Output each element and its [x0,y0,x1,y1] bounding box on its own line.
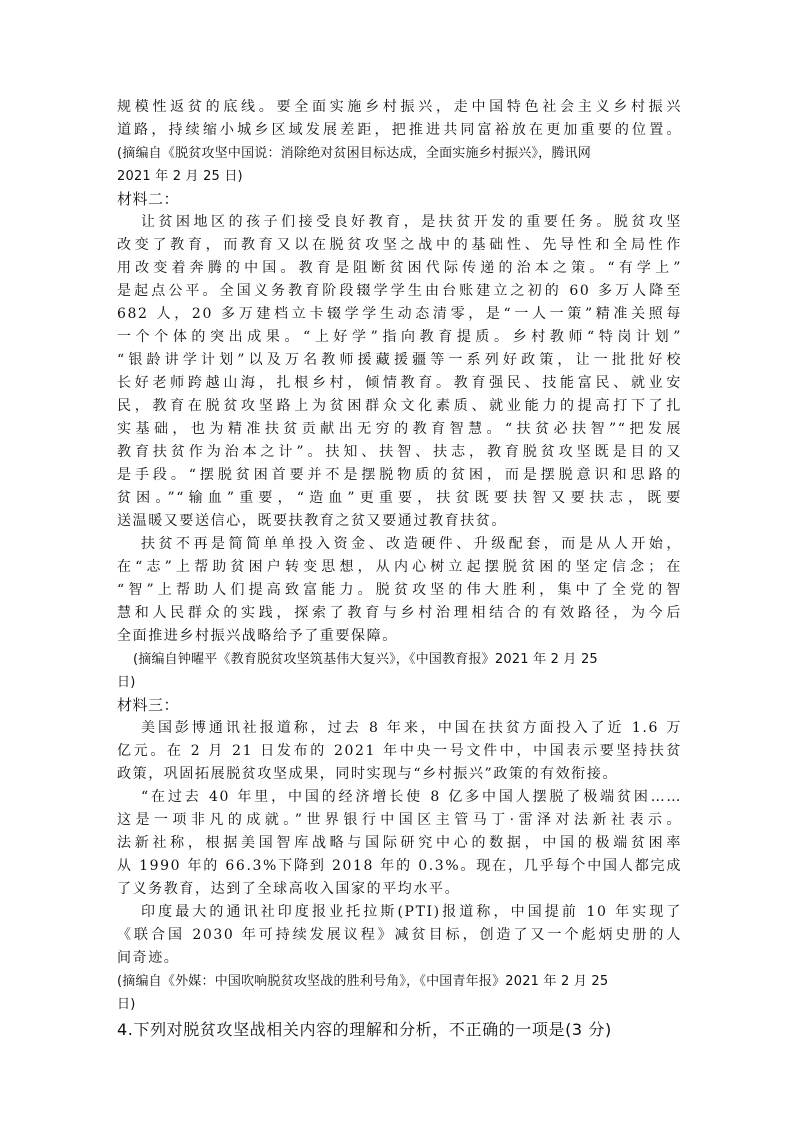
paragraph-line: “银龄讲学计划”以及万名教师援藏援疆等一系列好政策，让一批批好校 [117,352,682,368]
paragraph-line: 这是一项非凡的成就。”世界银行中国区主管马丁·雷泽对法新社表示。 [117,812,682,828]
paragraph-line: 一个个体的突出成果。“上好学”指向教育提质。乡村教师“特岗计划” [117,329,682,345]
paragraph-line: 扶贫不再是简简单单投入资金、改造硬件、升级配套，而是从人开始， [141,536,682,552]
paragraph-line: 教育扶贫作为治本之计”。扶知、扶智、扶志，教育脱贫攻坚既是目的又 [117,444,682,460]
material-3 [117,694,682,1016]
document-page [117,96,682,1042]
paragraph-line: 印度最大的通讯社印度报业托拉斯(PTI)报道称，中国提前 10 年实现了 [141,904,682,920]
paragraph-line: 道路，持续缩小城乡区域发展差距，把推进共同富裕放在更加重要的位置。 [117,122,682,138]
paragraph-line: 改变了教育，而教育又以在脱贫攻坚之战中的基础性、先导性和全局性作 [117,237,682,253]
paragraph-line: 美国彭博通讯社报道称，过去 8 年来，中国在扶贫方面投入了近 1.6 万 [141,720,682,736]
source-citation: (摘编自《脱贫攻坚中国说：消除绝对贫困目标达成，全面实施乡村振兴》，腾讯网 [117,146,591,161]
paragraph-line: 民，教育在脱贫攻坚路上为贫困群众文化素质、就业能力的提高打下了扎 [117,398,682,414]
paragraph-line: 让贫困地区的孩子们接受良好教育，是扶贫开发的重要任务。脱贫攻坚 [141,214,682,230]
paragraph-line: 贫困。”“输血”重要，“造血”更重要，扶贫既要扶智又要扶志，既要 [117,490,682,506]
paragraph-line: “在过去 40 年里，中国的经济增长使 8 亿多中国人摆脱了极端贫困…… [141,789,682,805]
paragraph-line: 《联合国 2030 年可持续发展议程》减贫目标，创造了又一个彪炳史册的人 [117,927,682,943]
material-2 [117,188,682,694]
paragraph-line: 慧和人民群众的实践，探索了教育与乡村治理相结合的有效路径，为今后 [117,605,682,621]
paragraph-line: 在“志”上帮助贫困户转变思想，从内心树立起摆脱贫困的坚定信念；在 [117,559,682,575]
paragraph-line: 682 人，20 多万建档立卡辍学学生动态清零，是“一人一策”精准关照每 [117,306,682,322]
source-citation: 日) [117,997,136,1012]
paragraph-line: 亿元。在 2 月 21 日发布的 2021 年中央一号文件中，中国表示要坚持扶贫 [117,743,682,759]
paragraph-line: 法新社称，根据美国智库战略与国际研究中心的数据，中国的极端贫困率 [117,835,682,851]
paragraph-line: 从 1990 年的 66.3%下降到 2018 年的 0.3%。现在，几乎每个中国人都完成 [117,858,682,874]
paragraph-line: 了义务教育，达到了全球高收入国家的平均水平。 [117,881,461,897]
paragraph-line: 实基础，也为精准扶贫贡献出无穷的教育智慧。“扶贫必扶智”“把发展 [117,421,682,437]
paragraph-line: 规模性返贫的底线。要全面实施乡村振兴，走中国特色社会主义乡村振兴 [117,99,682,115]
source-citation: 2021 年 2 月 25 日) [117,169,243,184]
material-heading: 材料三： [117,696,180,714]
paragraph-line: 是手段。“摆脱贫困首要并不是摆脱物质的贫困，而是摆脱意识和思路的 [117,467,682,483]
paragraph-line: 送温暖又要送信心，既要扶教育之贫又要通过教育扶贫。 [117,513,507,529]
paragraph-line: 是起点公平。全国义务教育阶段辍学学生由台账建立之初的 60 多万人降至 [117,283,682,299]
paragraph-line: 政策，巩固拓展脱贫攻坚成果，同时实现与“乡村振兴”政策的有效衔接。 [117,766,619,782]
paragraph-line: 间奇迹。 [117,950,180,966]
material-heading: 材料二： [117,190,180,208]
source-citation: (摘编自《外媒：中国吹响脱贫攻坚战的胜利号角》，《中国青年报》2021 年 2 月 25 [117,974,609,989]
material-1-tail [117,96,682,188]
question-4-stem: 4.下列对脱贫攻坚战相关内容的理解和分析，不正确的一项是(3 分) [117,1020,612,1039]
paragraph-line: 用改变着奔腾的中国。教育是阻断贫困代际传递的治本之策。“有学上” [117,260,682,276]
source-citation: 日) [117,675,136,690]
source-citation: (摘编自钟曜平《教育脱贫攻坚筑基伟大复兴》，《中国教育报》2021 年 2 月 25 [133,652,598,667]
paragraph-line: “智”上帮助人们提高致富能力。脱贫攻坚的伟大胜利，集中了全党的智 [117,582,682,598]
paragraph-line: 长好老师跨越山海，扎根乡村，倾情教育。教育强民、技能富民、就业安 [117,375,682,391]
paragraph-line: 全面推进乡村振兴战略给予了重要保障。 [117,628,398,644]
